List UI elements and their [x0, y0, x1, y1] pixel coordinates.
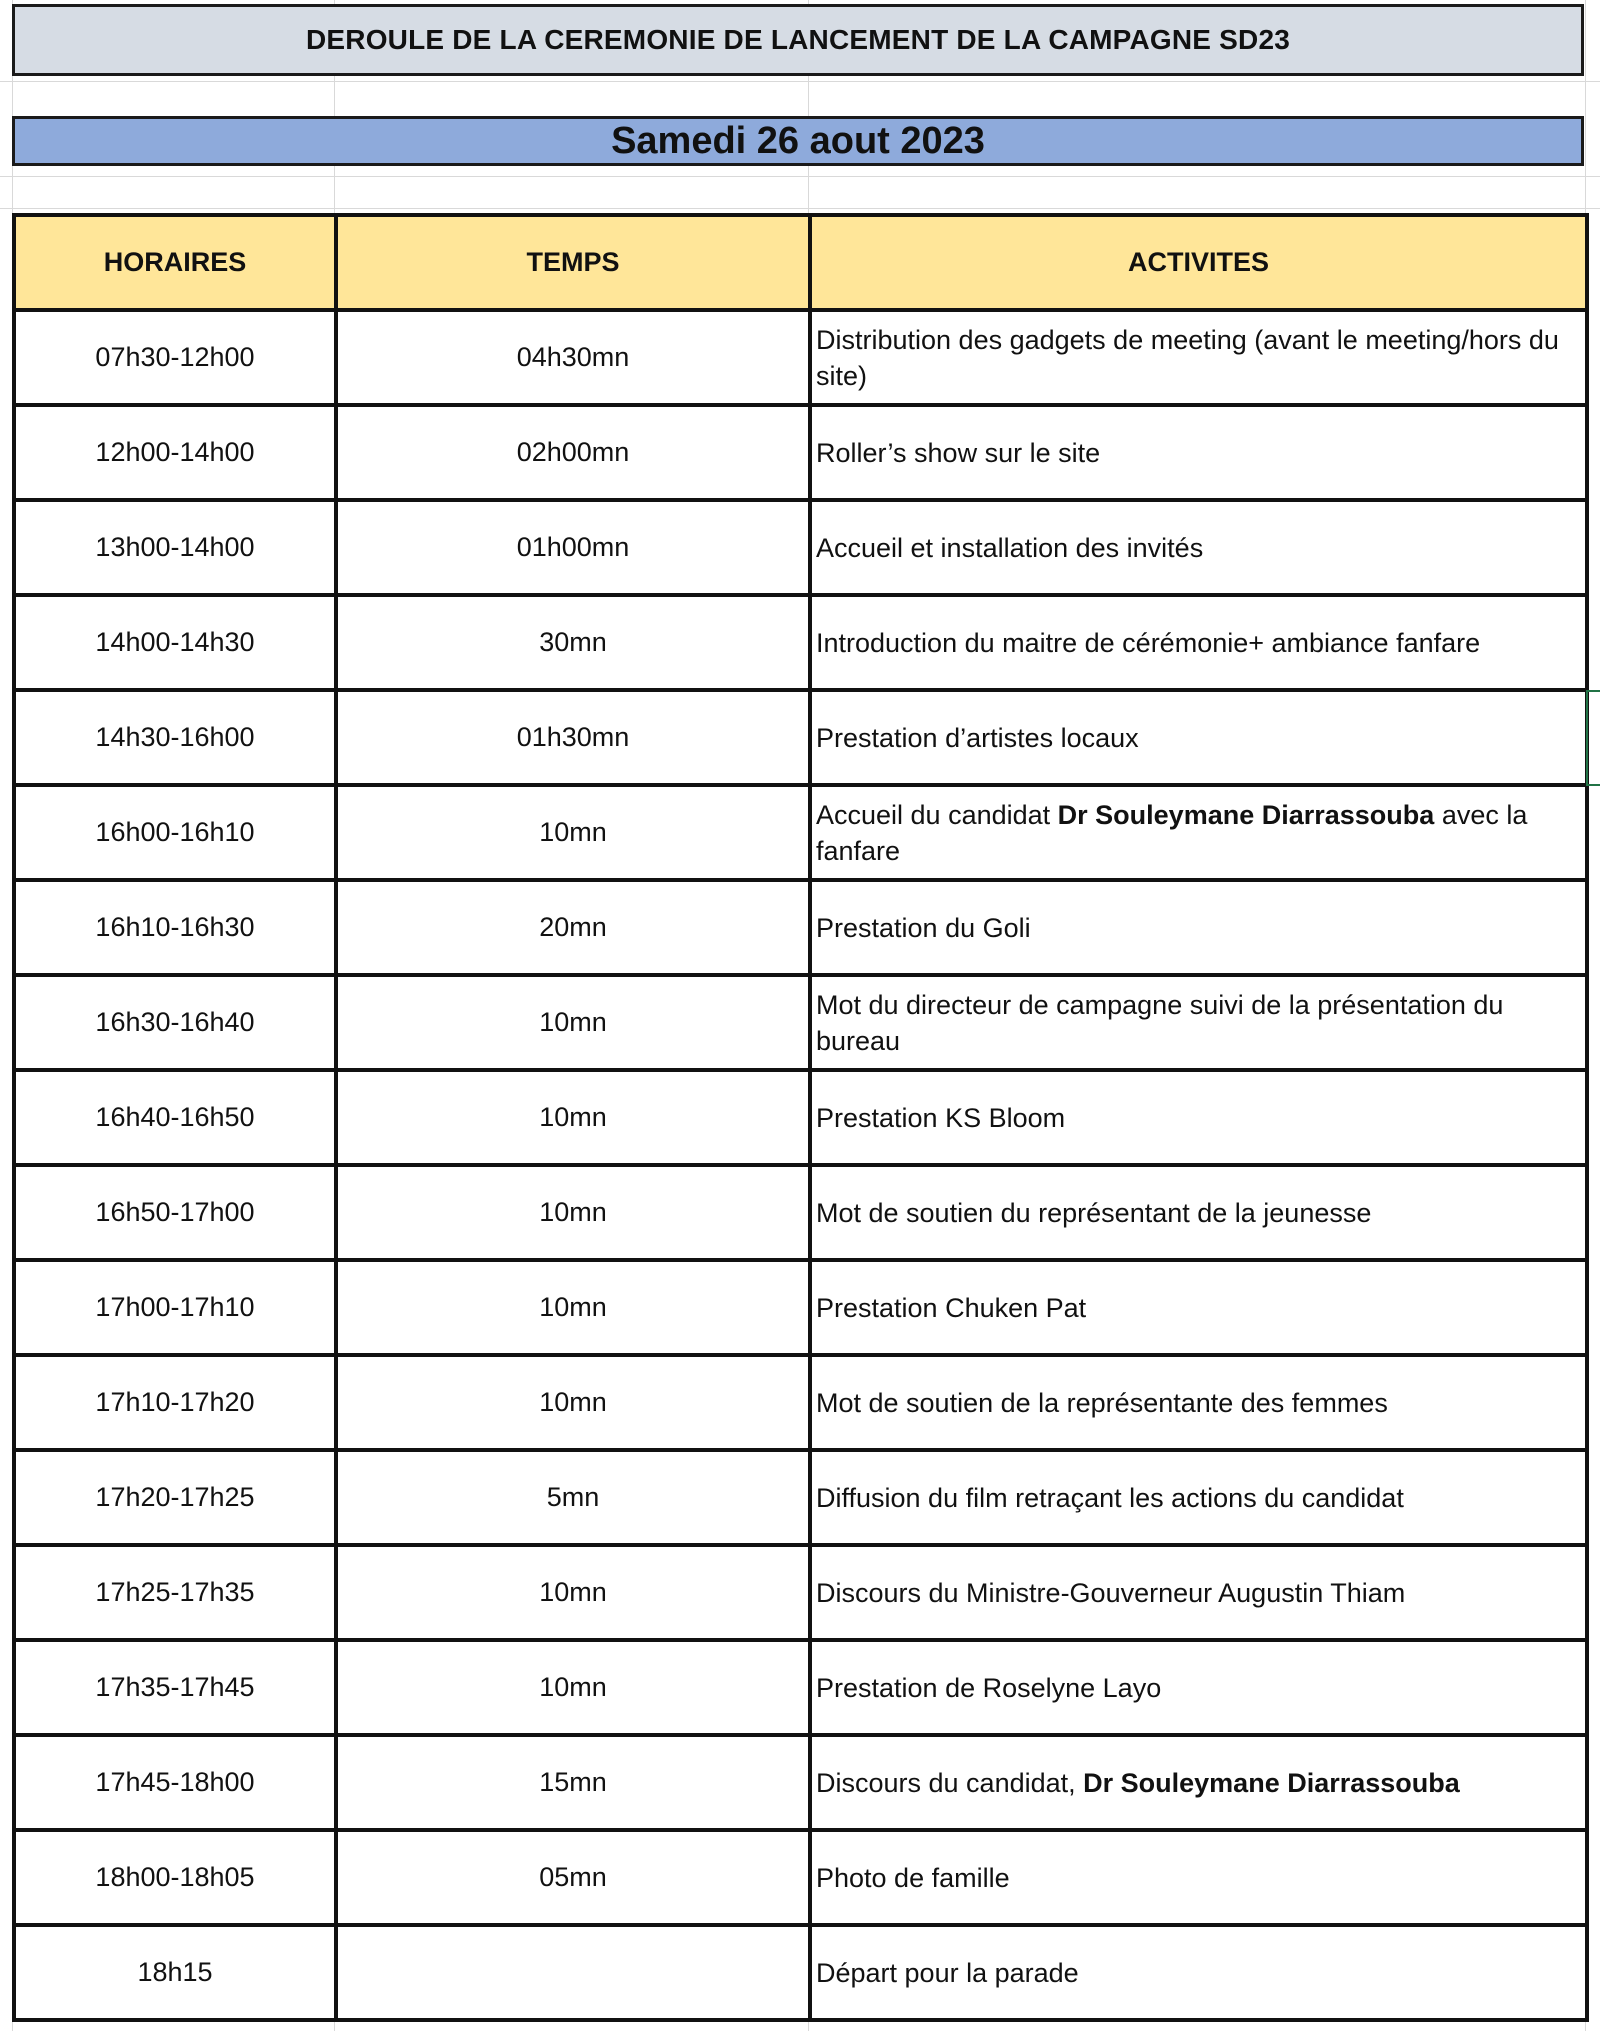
cell-activite[interactable] — [810, 1925, 1587, 2020]
activity-text: Accueil et installation des invités — [816, 532, 1204, 563]
cell-activite[interactable] — [810, 1545, 1587, 1640]
activity-text: Accueil du candidat — [816, 799, 1058, 830]
activity-text: Mot de soutien du représentant de la jeunesse — [816, 1197, 1372, 1228]
cell-temps[interactable]: 20mn — [336, 880, 810, 975]
cell-temps[interactable]: 10mn — [336, 1260, 810, 1355]
table-row — [14, 1260, 1587, 1355]
cell-horaire[interactable]: 17h35-17h45 — [14, 1640, 336, 1735]
cell-activite[interactable] — [810, 1260, 1587, 1355]
cell-horaire[interactable]: 16h00-16h10 — [14, 785, 336, 880]
candidate-name: Dr Souleymane Diarrassouba — [1083, 1767, 1460, 1798]
table-row — [14, 1735, 1587, 1830]
event-date: Samedi 26 aout 2023 — [12, 116, 1584, 166]
cell-temps[interactable]: 5mn — [336, 1450, 810, 1545]
table-row — [14, 310, 1587, 405]
activity-text: Départ pour la parade — [816, 1957, 1079, 1988]
cell-horaire[interactable]: 14h30-16h00 — [14, 690, 336, 785]
activity-text: Distribution des gadgets de meeting (avant le meeting/hors du site) — [816, 324, 1559, 391]
sheet-gridline — [0, 208, 1600, 209]
cell-temps[interactable]: 30mn — [336, 595, 810, 690]
cell-horaire[interactable]: 17h25-17h35 — [14, 1545, 336, 1640]
header-temps[interactable]: TEMPS — [336, 215, 810, 310]
cell-horaire[interactable]: 07h30-12h00 — [14, 310, 336, 405]
activity-text: Mot de soutien de la représentante des femmes — [816, 1387, 1388, 1418]
cell-activite[interactable] — [810, 1640, 1587, 1735]
cell-activite[interactable] — [810, 1450, 1587, 1545]
activity-text: Prestation Chuken Pat — [816, 1292, 1087, 1323]
cell-horaire[interactable]: 17h10-17h20 — [14, 1355, 336, 1450]
cell-temps[interactable]: 10mn — [336, 1165, 810, 1260]
cell-horaire[interactable]: 16h30-16h40 — [14, 975, 336, 1070]
table-row — [14, 690, 1587, 785]
activity-text: Prestation d’artistes locaux — [816, 722, 1139, 753]
cell-temps[interactable]: 04h30mn — [336, 310, 810, 405]
cell-temps[interactable]: 10mn — [336, 975, 810, 1070]
table-row — [14, 880, 1587, 975]
table-row — [14, 405, 1587, 500]
activity-text: avec la fanfare — [816, 799, 1528, 866]
cell-activite[interactable] — [810, 1070, 1587, 1165]
cell-temps[interactable]: 10mn — [336, 1070, 810, 1165]
table-row — [14, 785, 1587, 880]
cell-activite[interactable] — [810, 405, 1587, 500]
cell-horaire[interactable]: 16h40-16h50 — [14, 1070, 336, 1165]
activity-text: Prestation du Goli — [816, 912, 1031, 943]
cell-activite[interactable] — [810, 975, 1587, 1070]
cell-temps[interactable]: 10mn — [336, 785, 810, 880]
cell-horaire[interactable]: 17h00-17h10 — [14, 1260, 336, 1355]
cell-activite[interactable] — [810, 785, 1587, 880]
cell-activite[interactable] — [810, 1735, 1587, 1830]
activity-text: Discours du Ministre-Gouverneur Augustin Thiam — [816, 1577, 1406, 1608]
cell-activite[interactable] — [810, 310, 1587, 405]
cell-activite[interactable] — [810, 1355, 1587, 1450]
cell-temps[interactable]: 10mn — [336, 1545, 810, 1640]
table-row — [14, 1070, 1587, 1165]
cell-horaire[interactable]: 12h00-14h00 — [14, 405, 336, 500]
cell-activite[interactable] — [810, 1830, 1587, 1925]
cell-temps[interactable]: 05mn — [336, 1830, 810, 1925]
table-row — [14, 1925, 1587, 2020]
activity-text: Discours du candidat, — [816, 1767, 1084, 1798]
cell-temps[interactable]: 01h30mn — [336, 690, 810, 785]
document-title: DEROULE DE LA CEREMONIE DE LANCEMENT DE LA CAMPAGNE SD23 — [12, 4, 1584, 76]
header-activites[interactable]: ACTIVITES — [810, 215, 1587, 310]
table-row — [14, 975, 1587, 1070]
cell-temps[interactable] — [336, 1925, 810, 2020]
sheet-gridline — [0, 81, 1600, 82]
activity-text: Roller’s show sur le site — [816, 437, 1101, 468]
table-row — [14, 500, 1587, 595]
activity-text: Mot du directeur de campagne suivi de la présentation du bureau — [816, 989, 1504, 1056]
cell-activite[interactable] — [810, 500, 1587, 595]
header-row — [14, 215, 1587, 310]
activity-text: Diffusion du film retraçant les actions du candidat — [816, 1482, 1404, 1513]
activity-text: Introduction du maitre de cérémonie+ ambiance fanfare — [816, 627, 1481, 658]
cell-temps[interactable]: 02h00mn — [336, 405, 810, 500]
cell-temps[interactable]: 10mn — [336, 1640, 810, 1735]
cell-horaire[interactable]: 17h20-17h25 — [14, 1450, 336, 1545]
cell-horaire[interactable]: 14h00-14h30 — [14, 595, 336, 690]
cell-horaire[interactable]: 17h45-18h00 — [14, 1735, 336, 1830]
table-row — [14, 1355, 1587, 1450]
sheet-gridline — [0, 176, 1600, 177]
cell-horaire[interactable]: 18h15 — [14, 1925, 336, 2020]
cell-temps[interactable]: 15mn — [336, 1735, 810, 1830]
cell-activite[interactable] — [810, 595, 1587, 690]
cell-temps[interactable]: 01h00mn — [336, 500, 810, 595]
table-row — [14, 1830, 1587, 1925]
cell-activite[interactable] — [810, 1165, 1587, 1260]
cell-horaire[interactable]: 16h50-17h00 — [14, 1165, 336, 1260]
table-row — [14, 595, 1587, 690]
table-row — [14, 1640, 1587, 1735]
cell-horaire[interactable]: 16h10-16h30 — [14, 880, 336, 975]
table-row — [14, 1545, 1587, 1640]
cell-activite[interactable] — [810, 690, 1587, 785]
cell-horaire[interactable]: 13h00-14h00 — [14, 500, 336, 595]
table-row — [14, 1165, 1587, 1260]
header-horaires[interactable]: HORAIRES — [14, 215, 336, 310]
selected-cell-marker — [1586, 690, 1600, 786]
cell-activite[interactable] — [810, 880, 1587, 975]
candidate-name: Dr Souleymane Diarrassouba — [1057, 799, 1435, 830]
cell-horaire[interactable]: 18h00-18h05 — [14, 1830, 336, 1925]
cell-temps[interactable]: 10mn — [336, 1355, 810, 1450]
table-row — [14, 1450, 1587, 1545]
activity-text: Prestation de Roselyne Layo — [816, 1672, 1162, 1703]
activity-text: Photo de famille — [816, 1862, 1010, 1893]
activity-text: Prestation KS Bloom — [816, 1102, 1066, 1133]
schedule-table — [12, 213, 1589, 2022]
